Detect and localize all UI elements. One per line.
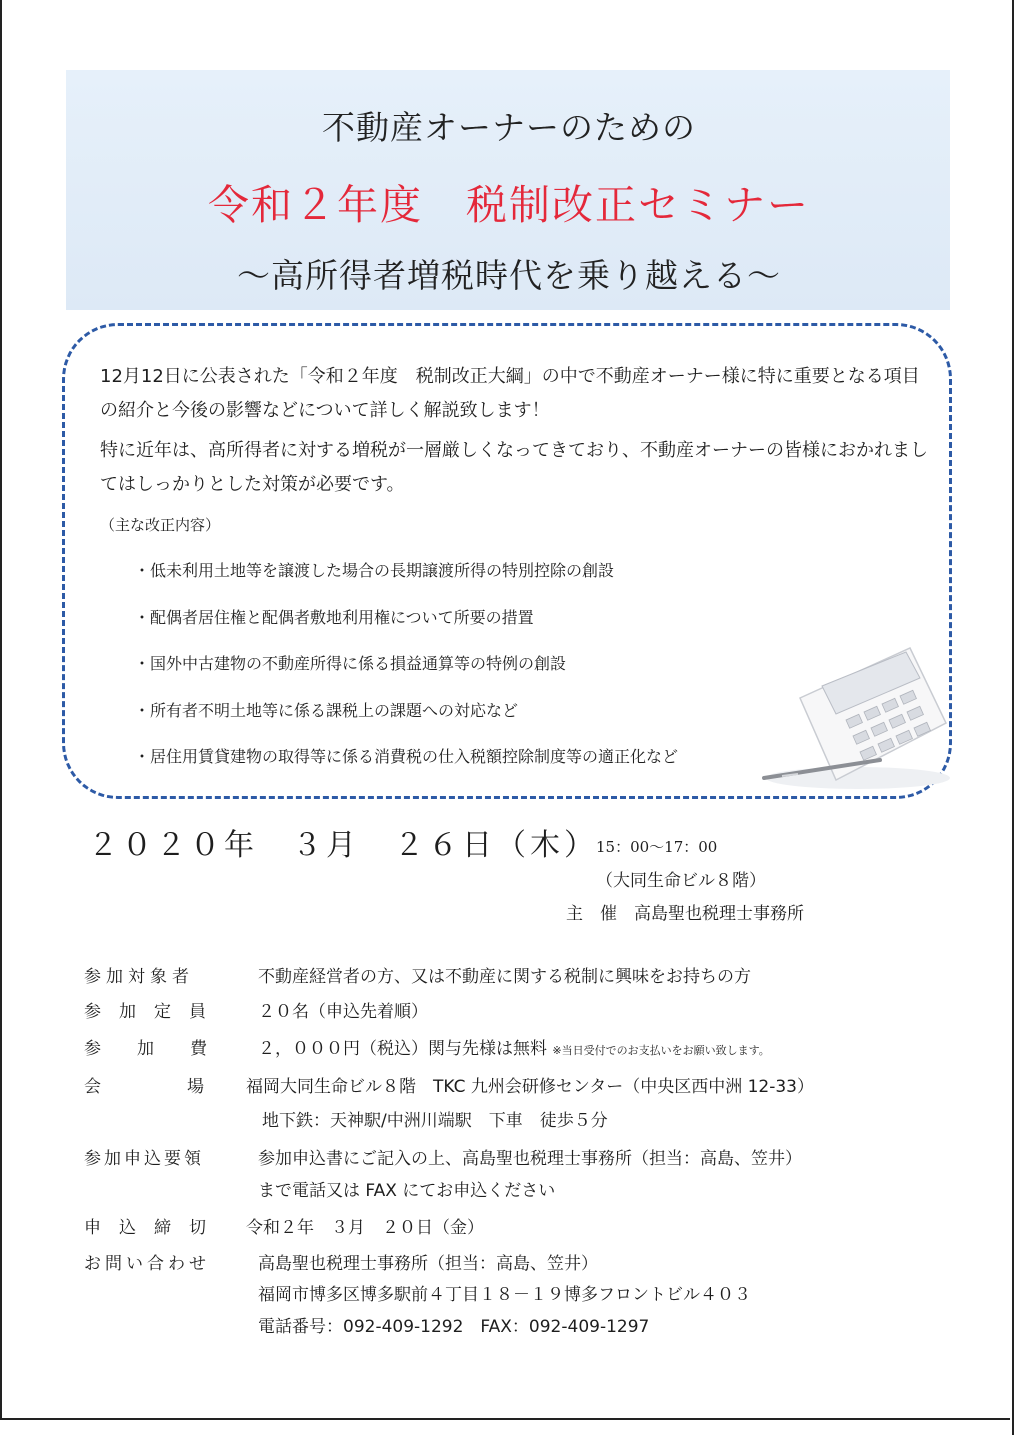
intro-paragraph-1: 12月12日に公表された「令和２年度 税制改正大綱」の中で不動産オーナー様に特に重要となる項目の紹介と今後の影響などについて詳しく解説致します！: [100, 366, 920, 421]
page-bottom-edge: [0, 1418, 1010, 1420]
apply-value-line2: まで電話又は FAX にてお申込ください: [258, 1181, 556, 1201]
contact-label: お問い合わせ: [84, 1254, 210, 1274]
fee-value: ２，０００円（税込）関与先様は無料 ※当日受付でのお支払いをお願い致します。: [258, 1039, 770, 1059]
contact-address: 福岡市博多区博多駅前４丁目１８－１９博多フロントビル４０３: [258, 1285, 751, 1305]
apply-label: 参加申込要領: [84, 1149, 204, 1169]
main-changes-list: [134, 556, 678, 789]
event-time: 15：00～17：00: [596, 838, 718, 856]
deadline-label: 申込締切: [84, 1218, 224, 1238]
event-venue-short: （大同生命ビル８階）: [596, 871, 766, 891]
capacity-value: ２０名（申込先着順）: [258, 1002, 428, 1022]
list-item: ・居住用賃貸建物の取得等に係る消費税の仕入税額控除制度等の適正化など: [134, 747, 679, 766]
main-changes-heading: （主な改正内容）: [100, 516, 221, 534]
intro-paragraph-2: 特に近年は、高所得者に対する増税が一層厳しくなってきており、不動産オーナーの皆様におかれましてはしっかりとした対策が必要です。: [100, 440, 928, 495]
seminar-title: 令和２年度 税制改正セミナー: [208, 181, 810, 229]
event-organizer: 主 催 高島聖也税理士事務所: [566, 904, 804, 924]
list-item: ・低未利用土地等を譲渡した場合の長期譲渡所得の特別控除の創設: [134, 561, 615, 580]
target-value: 不動産経営者の方、又は不動産に関する税制に興味をお持ちの方: [258, 967, 751, 987]
apply-value-line1: 参加申込書にご記入の上、高島聖也税理士事務所（担当：高島、笠井）: [258, 1149, 802, 1169]
venue-access: 地下鉄：天神駅/中洲川端駅 下車 徒歩５分: [262, 1111, 608, 1131]
contact-name: 高島聖也税理士事務所（担当：高島、笠井）: [258, 1254, 598, 1274]
venue-value: 福岡大同生命ビル８階 TKC 九州会研修センター（中央区西中洲 12-33）: [246, 1077, 814, 1097]
fee-label: 参加費: [84, 1039, 243, 1059]
list-item: ・所有者不明土地等に係る課税上の課題への対応など: [134, 700, 519, 720]
deadline-value: 令和２年 ３月 ２０日（金）: [246, 1218, 484, 1238]
list-item: ・国外中古建物の不動産所得に係る損益通算等の特例の創設: [134, 654, 567, 673]
fee-note: ※当日受付でのお支払いをお願い致します。: [552, 1044, 770, 1057]
seminar-subtitle: ～高所得者増税時代を乗り越える～: [237, 256, 781, 295]
list-item: ・配偶者居住権と配偶者敷地利用権について所要の措置: [134, 607, 534, 627]
contact-phone: 電話番号：092-409-1292 FAX：092-409-1297: [258, 1317, 650, 1337]
event-date: ２０２０年 ３月 ２６日（木）: [88, 828, 598, 863]
venue-label: 会場: [84, 1077, 290, 1097]
title-line-1: 不動産オーナーのための: [322, 108, 696, 147]
target-label: 参加対象者: [84, 967, 194, 987]
calculator-icon: [760, 628, 950, 793]
capacity-label: 参加定員: [84, 1002, 224, 1022]
